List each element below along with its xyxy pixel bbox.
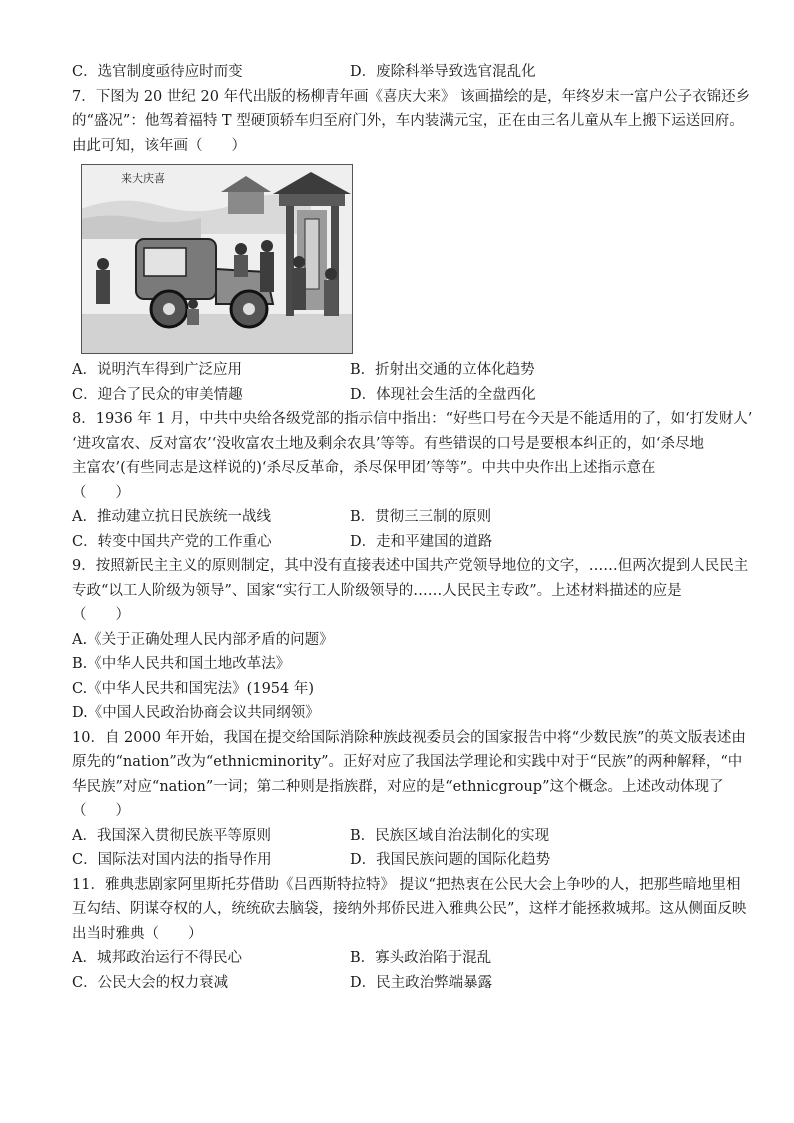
option-d: D．走和平建国的道路 (350, 533, 493, 550)
question-stem-line: 的“盛况”：他驾着福特 T 型硬顶轿车归至府门外，车内装满元宝，正在由三名儿童从车上搬下运送回府。 (72, 113, 744, 129)
question-stem-line: 10．自 2000 年开始，我国在提交给国际消除种族歧视委员会的国家报告中将“少数民族”的英文版表述由 (72, 729, 746, 746)
question-stem-line: 9．按照新民主主义的原则制定，其中没有直接表述中国共产党领导地位的文字，……但两次提到人民民主 (72, 558, 749, 574)
question-stem-line: 出当时雅典（ ） (72, 925, 203, 942)
q10-options-row1 (72, 824, 724, 849)
question-10 (72, 726, 746, 873)
option-a: A．说明汽车得到广泛应用 (72, 362, 242, 378)
option-a: A．我国深入贯彻民族平等原则 (72, 827, 271, 844)
option-a: A．推动建立抗日民族统一战线 (72, 509, 271, 525)
exam-page (72, 60, 753, 995)
question-7 (72, 85, 751, 408)
question-stem-line: 华民族”对应“nation”一词；第二种则是指族群，对应的是“ethnicgroup”这个概念。上述改动体现了 (72, 778, 724, 795)
option-c: C．转变中国共产党的工作重心 (72, 533, 272, 550)
painting-title-caption: 来大庆喜 (121, 172, 165, 185)
option-c: C．选官制度亟待应时而变 (72, 64, 243, 80)
option-d: D．我国民族问题的国际化趋势 (350, 852, 551, 868)
option-d: D．体现社会生活的全盘西化 (350, 386, 536, 403)
question-stem-line: 主富农’(有些同志是这样说的)‘杀尽反革命，杀尽保甲团’等等”。中共中央作出上述指示意在 (72, 460, 656, 476)
question-11 (72, 873, 747, 996)
option-a: A.《关于正确处理人民内部矛盾的问题》 (72, 631, 334, 648)
option-d: D．民主政治弊端暴露 (350, 974, 493, 991)
question-stem-line: （ ） (72, 484, 130, 501)
q11-options-row1 (72, 946, 724, 971)
option-b: B．贯彻三三制的原则 (350, 509, 492, 525)
q10-options-row2 (72, 848, 724, 873)
question-stem-line: （ ） (72, 803, 130, 819)
option-b: B．民族区域自治法制化的实现 (350, 827, 550, 844)
option-c: C．国际法对国内法的指导作用 (72, 852, 272, 868)
question-stem-line: 11．雅典悲剧家阿里斯托芬借助《吕西斯特拉特》 提议“把热衷在公民大会上争吵的人，把那些暗地里相 (72, 876, 741, 893)
option-c: C．公民大会的权力衰减 (72, 974, 229, 991)
q6-options (72, 60, 724, 85)
question-stem-line: 8．1936 年 1 月，中共中央给各级党部的指示信中指出：“好些口号在今天是不能适用的了，如‘打发财人’ (72, 411, 753, 427)
question-stem-line: ‘进攻富农、反对富农’‘没收富农土地及剩余农具’等等。有些错误的口号是要根本纠正的，如‘杀尽地 (72, 435, 705, 452)
q8-options-row2 (72, 530, 724, 555)
q7-options-row1 (72, 358, 724, 383)
question-9 (72, 554, 749, 726)
new-year-painting-image (81, 164, 353, 354)
question-stem-line: （ ） (72, 607, 130, 623)
option-a: A．城邦政治运行不得民心 (72, 950, 242, 966)
question-stem-line: 原先的“nation”改为“ethnicminority”。正好对应了我国法学理论和实践中对于“民族”的两种解释，“中 (72, 754, 743, 770)
q8-options-row1 (72, 505, 724, 530)
q7-options-row2 (72, 383, 724, 408)
q11-options-row2 (72, 971, 724, 996)
option-c: C．迎合了民众的审美情趣 (72, 386, 243, 403)
question-stem-line: 专政“以工人阶级为领导”、国家“实行工人阶级领导的……人民民主专政”。上述材料描述的应是 (72, 582, 682, 599)
option-d: D．废除科举导致选官混乱化 (350, 64, 536, 80)
question-stem-line: 由此可知，该年画（ ） (72, 137, 246, 154)
question-stem-line: 互勾结、阴谋夺权的人，统统砍去脑袋，接纳外邦侨民进入雅典公民”，这样才能拯救城邦。这从侧面反映 (72, 901, 747, 917)
option-b: B.《中华人民共和国土地改革法》 (72, 656, 291, 672)
question-8 (72, 407, 753, 554)
question-stem-line: 7．下图为 20 世纪 20 年代出版的杨柳青年画《喜庆大来》 该画描绘的是，年终岁末一富户公子衣锦还乡 (72, 88, 751, 105)
option-c: C.《中华人民共和国宪法》(1954 年) (72, 680, 315, 697)
option-d: D.《中国人民政治协商会议共同纲领》 (72, 705, 320, 721)
option-b: B．寡头政治陷于混乱 (350, 950, 492, 966)
option-b: B．折射出交通的立体化趋势 (350, 362, 535, 378)
